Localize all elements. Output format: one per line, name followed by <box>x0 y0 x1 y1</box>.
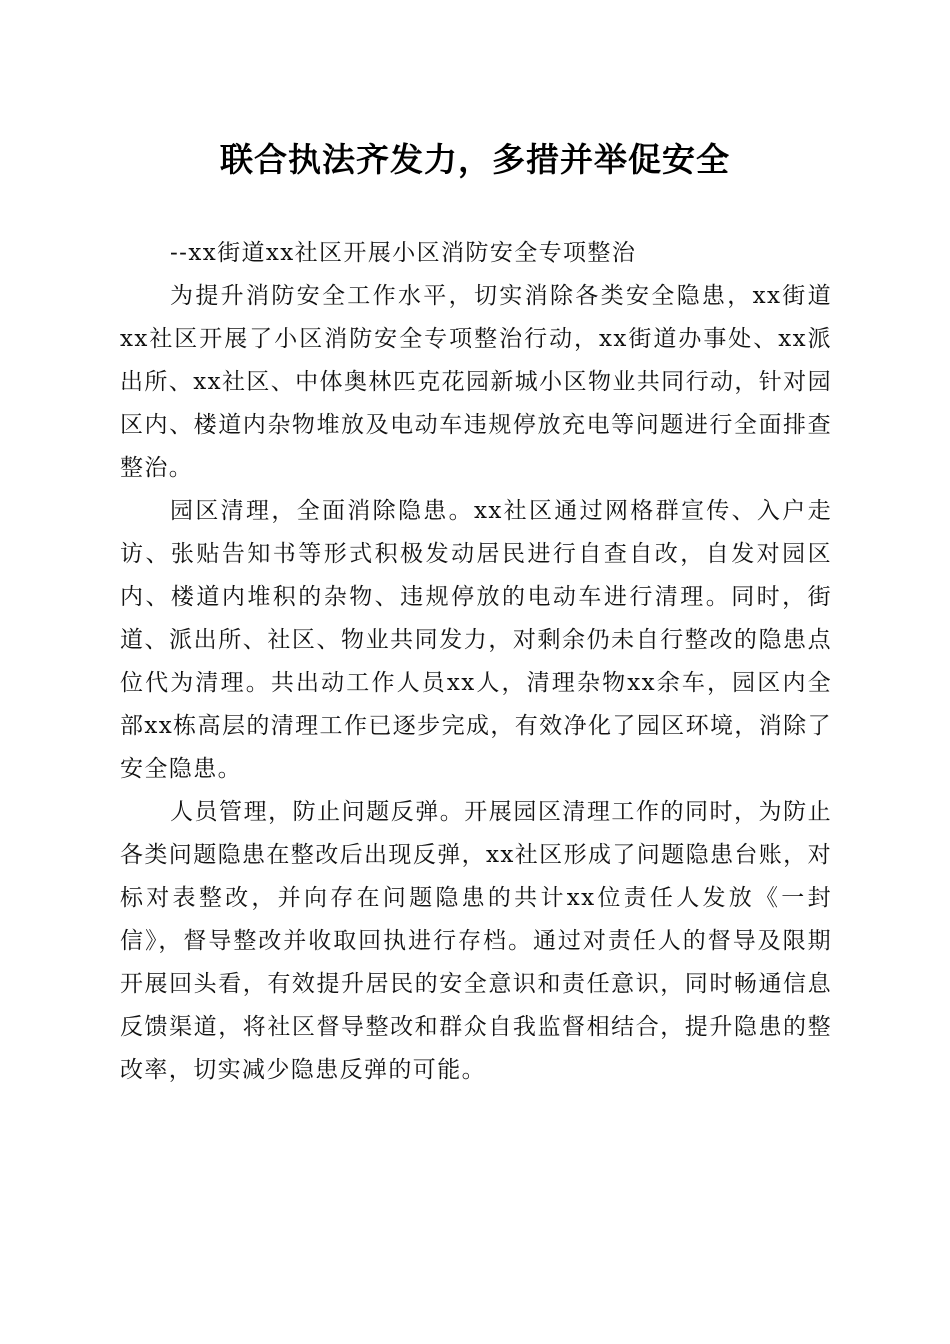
document-title: 联合执法齐发力，多措并举促安全 <box>220 140 730 179</box>
paragraph-management: 人员管理，防止问题反弹。开展园区清理工作的同时，为防止各类问题隐患在整改后出现反弹，xx社区形成了问题隐患台账，对标对表整改，并向存在问题隐患的共计xx位责任人发放《一封信》，督导整改并收取回执进行存档。通过对责任人的督导及限期开展回头看，有效提升居民的安全意识和责任意识，同时畅通信息反馈渠道，将社区督导整改和群众自我监督相结合，提升隐患的整改率，切实减少隐患反弹的可能。 <box>120 799 832 1083</box>
document-body <box>120 232 832 1092</box>
paragraph-cleanup: 园区清理，全面消除隐患。xx社区通过网格群宣传、入户走访、张贴告知书等形式积极发动居民进行自查自改，自发对园区内、楼道内堆积的杂物、违规停放的电动车进行清理。同时，街道、派出所、社区、物业共同发力，对剩余仍未自行整改的隐患点位代为清理。共出动工作人员xx人，清理杂物xx余车，园区内全部xx栋高层的清理工作已逐步完成，有效净化了园区环境，消除了安全隐患。 <box>120 498 832 782</box>
paragraph-intro: 为提升消防安全工作水平，切实消除各类安全隐患，xx街道xx社区开展了小区消防安全专项整治行动，xx街道办事处、xx派出所、xx社区、中体奥林匹克花园新城小区物业共同行动，针对园区内、楼道内杂物堆放及电动车违规停放充电等问题进行全面排查整治。 <box>120 283 832 481</box>
document-subtitle: --xx街道xx社区开展小区消防安全专项整治 <box>170 240 637 266</box>
